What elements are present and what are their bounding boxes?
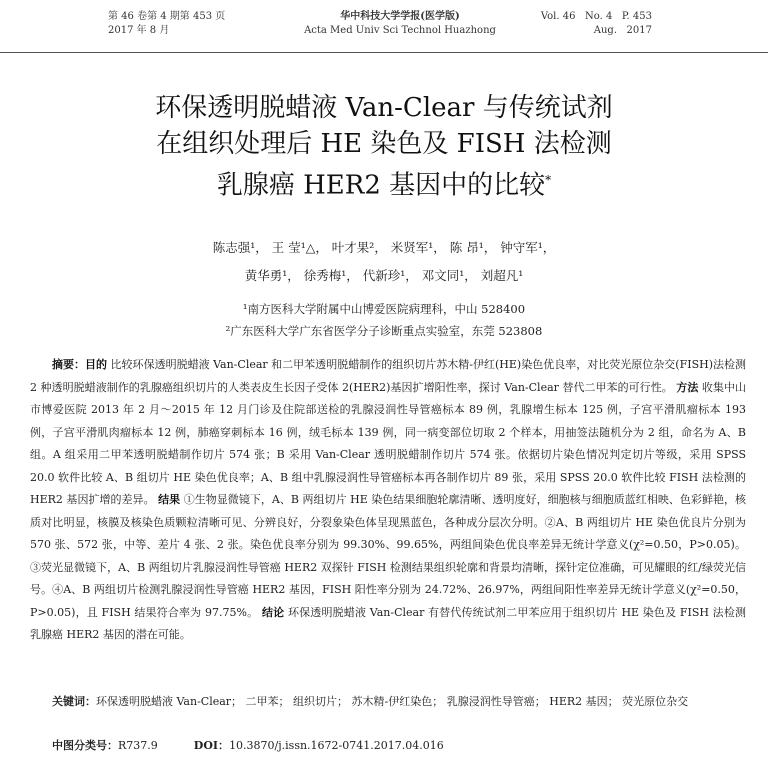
abstract-methods: 收集中山市博爱医院 2013 年 2 月～2015 年 12 月门诊及住院部送检的乳腺浸润性导管癌标本 89 例，乳腺增生标本 125 例，子宫平滑肌瘤标本 193 例，子宫平滑肌肉瘤标本 12 例，肺癌穿刺标本 16 例，绒毛标本 139 例，同一病变部位切取 2 个样本，用抽签法随机分为 2 组，命名为 A、B 组。A 组采用二甲苯透明脱蜡制作切片 574 张；B 采用 Van-Clear 透明脱蜡制作切片 574 张。依据切片染色情况判定切片等级，采用 SPSS 20.0 软件比较 A、B 组切片 HE 染色优良率；A、B 组中乳腺浸润性导管癌标本再各制作切片 89 张，采用 SPSS 20.0 软件比较 FISH 法检测的 HER2 基因扩增的差异。 bbox=[30, 380, 747, 506]
abstract-results: ①生物显微镜下，A、B 两组切片 HE 染色结果细胞轮廓清晰、透明度好，细胞核与细胞质蓝红相映、色彩鲜艳，核质对比明显，核膜及核染色质颗粒清晰可见、分辨良好，分裂象染色体呈现黑蓝色，各种成分层次分明。②A、B 两组切片 HE 染色优良片分别为 570 张、572 张，中等、差片 4 张、2 张。染色优良率分别为 99.30%、99.65%，两组间染色优良率差异无统计学意义(χ²=0.50，P>0.05)。③荧光显微镜下，A、B 两组切片乳腺浸润性导管癌 HER2 双探针 FISH 检测结果组织轮廓和背景均清晰，探针定位准确，可见耀眼的红/绿荧光信号。④A、B 两组切片检测乳腺浸润性导管癌 HER2 基因，FISH 阳性率分别为 24.72%、26.97%，两组间阳性率差异无统计学意义(χ²=0.50，P>0.05)，且 FISH 结果符合率为 97.75%。 bbox=[30, 493, 747, 619]
class-number: R737.9 bbox=[118, 739, 158, 752]
title-line-1: 环保透明脱蜡液 Van-Clear 与传统试剂 bbox=[155, 93, 613, 123]
classification-row bbox=[52, 738, 752, 754]
keywords bbox=[30, 691, 746, 713]
title-footnote-mark: * bbox=[545, 173, 552, 187]
class-number-label: 中图分类号： bbox=[52, 739, 118, 752]
abstract-objective: 比较环保透明脱蜡液 Van-Clear 和二甲苯透明脱蜡制作的组织切片苏木精-伊红(HE)染色优良率，对比荧光原位杂交(FISH)法检测 2 种透明脱蜡液制作的乳腺癌组织切片的人类表皮生长因子受体 2(HER2)基因扩增阳性率，探讨 Van-Clear 替代二甲苯的可行性。 bbox=[30, 358, 747, 394]
volume-number-page: Vol. 46 No. 4 P. 453 bbox=[540, 11, 652, 22]
doi-value: 10.3870/j.issn.1672-0741.2017.04.016 bbox=[229, 739, 444, 752]
article-title bbox=[60, 90, 708, 204]
title-line-3-text: 乳腺癌 HER2 基因中的比较 bbox=[216, 170, 546, 201]
authors-line-2: 黄华勇¹， 徐秀梅¹， 代新珍¹， 邓文同¹， 刘超凡¹ bbox=[244, 268, 524, 283]
doi-label: DOI： bbox=[193, 739, 230, 752]
affiliations bbox=[60, 298, 708, 342]
issue-volume-page: 第 46 卷第 4 期第 453 页 bbox=[108, 11, 226, 22]
keywords-label: 关键词： bbox=[52, 695, 96, 708]
abstract-methods-label: 方法 bbox=[676, 380, 699, 394]
journal-name-cn: 华中科技大学学报(医学版) bbox=[340, 11, 460, 22]
journal-header bbox=[0, 0, 768, 53]
journal-name-en: Acta Med Univ Sci Technol Huazhong bbox=[304, 25, 496, 36]
issue-info-en bbox=[528, 10, 652, 38]
issue-month-year: Aug. 2017 bbox=[593, 25, 652, 36]
title-line-3 bbox=[60, 162, 708, 204]
abstract bbox=[30, 354, 746, 647]
keywords-text: 环保透明脱蜡液 Van-Clear； 二甲苯； 组织切片； 苏木精-伊红染色； 乳腺浸润性导管癌； HER2 基因； 荧光原位杂交 bbox=[96, 695, 689, 708]
affiliation-1: ¹南方医科大学附属中山博爱医院病理科，中山 528400 bbox=[242, 302, 526, 316]
abstract-results-label: 结果 bbox=[158, 493, 181, 506]
abstract-label: 摘要：目的 bbox=[52, 358, 108, 371]
affiliation-2: ²广东医科大学广东省医学分子诊断重点实验室，东莞 523808 bbox=[225, 324, 543, 338]
title-line-2: 在组织处理后 HE 染色及 FISH 法检测 bbox=[156, 129, 612, 159]
journal-name bbox=[270, 10, 530, 38]
author-list bbox=[60, 234, 708, 290]
abstract-conclusion-label: 结论 bbox=[261, 605, 285, 619]
authors-line-1: 陈志强¹， 王 莹¹△， 叶才果²， 米贤军¹， 陈 昂¹， 钟守军¹， bbox=[212, 240, 556, 255]
issue-date: 2017 年 8 月 bbox=[108, 25, 170, 36]
abstract-conclusion: 环保透明脱蜡液 Van-Clear 有替代传统试剂二甲苯应用于组织切片 HE 染色及 FISH 法检测乳腺癌 HER2 基因的潜在可能。 bbox=[30, 605, 747, 641]
issue-info bbox=[108, 10, 225, 38]
